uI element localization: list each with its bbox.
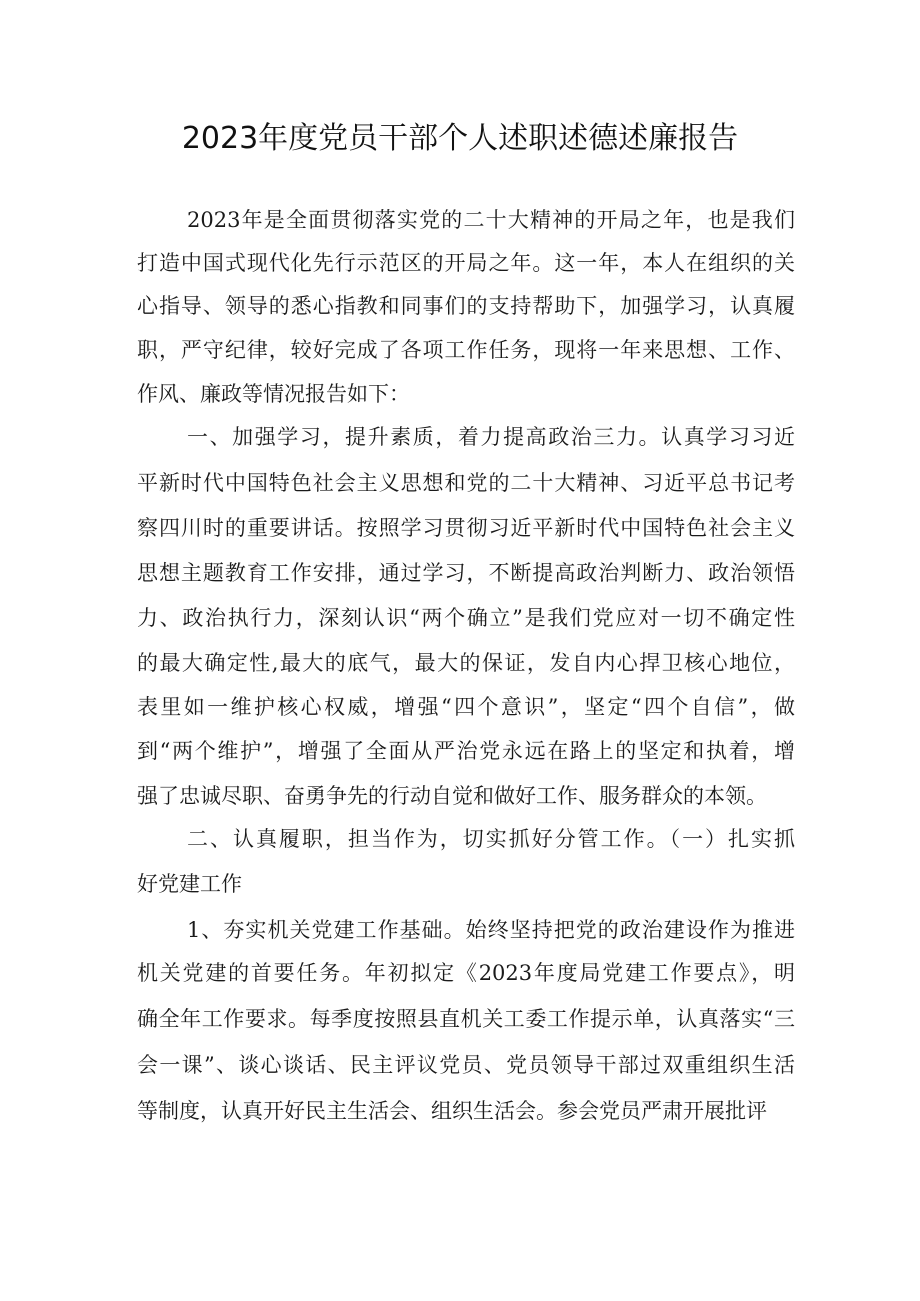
paragraph-2-line: 强了忠诚尽职、奋勇争先的行动自觉和做好工作、服务群众的本领。 — [137, 784, 767, 808]
paragraph-1-line: 2023年是全面贯彻落实党的二十大精神的开局之年，也是我们 — [187, 208, 795, 232]
paragraph-3-line: 二、认真履职，担当作为，切实抓好分管工作。（一）扎实抓 — [187, 827, 795, 851]
paragraph-1-line: 心指导、领导的悉心指教和同事们的支持帮助下，加强学习，认真履 — [137, 294, 795, 318]
paragraph-4-line: 确全年工作要求。每季度按照县直机关工委工作提示单，认真落实“三 — [137, 1007, 795, 1031]
paragraph-2-line: 平新时代中国特色社会主义思想和党的二十大精神、习近平总书记考 — [137, 471, 795, 495]
paragraph-4-line: 会一课”、谈心谈话、民主评议党员、党员领导干部过双重组织生活 — [137, 1053, 795, 1077]
paragraph-3-line: 好党建工作 — [137, 872, 242, 896]
paragraph-4-line: 1、夯实机关党建工作基础。始终坚持把党的政治建设作为推进 — [187, 918, 795, 942]
paragraph-2-line: 表里如一维护核心权威，增强“四个意识”，坚定“四个自信”，做 — [137, 695, 795, 719]
paragraph-2-line: 的最大确定性,最大的底气，最大的保证，发自内心捍卫核心地位， — [137, 651, 795, 675]
paragraph-1-line: 作风、廉政等情况报告如下： — [137, 382, 410, 406]
paragraph-2-line: 察四川时的重要讲话。按照学习贯彻习近平新时代中国特色社会主义 — [137, 516, 795, 540]
paragraph-1-line: 职，严守纪律，较好完成了各项工作任务，现将一年来思想、工作、 — [137, 338, 795, 362]
paragraph-2-line: 一、加强学习，提升素质，着力提高政治三力。认真学习习近 — [187, 425, 795, 449]
paragraph-2-line: 力、政治执行力，深刻认识“两个确立”是我们党应对一切不确定性 — [137, 606, 795, 630]
paragraph-2-line: 到“两个维护”，增强了全面从严治党永远在路上的坚定和执着，增 — [137, 739, 795, 763]
paragraph-1-line: 打造中国式现代化先行示范区的开局之年。这一年，本人在组织的关 — [137, 251, 795, 275]
document-title: 2023年度党员干部个人述职述德述廉报告 — [181, 121, 739, 156]
paragraph-4-line: 等制度，认真开好民主生活会、组织生活会。参会党员严肃开展批评 — [137, 1099, 767, 1123]
paragraph-2-line: 思想主题教育工作安排，通过学习，不断提高政治判断力、政治领悟 — [137, 561, 795, 585]
paragraph-4-line: 机关党建的首要任务。年初拟定《2023年度局党建工作要点》，明 — [137, 961, 795, 985]
